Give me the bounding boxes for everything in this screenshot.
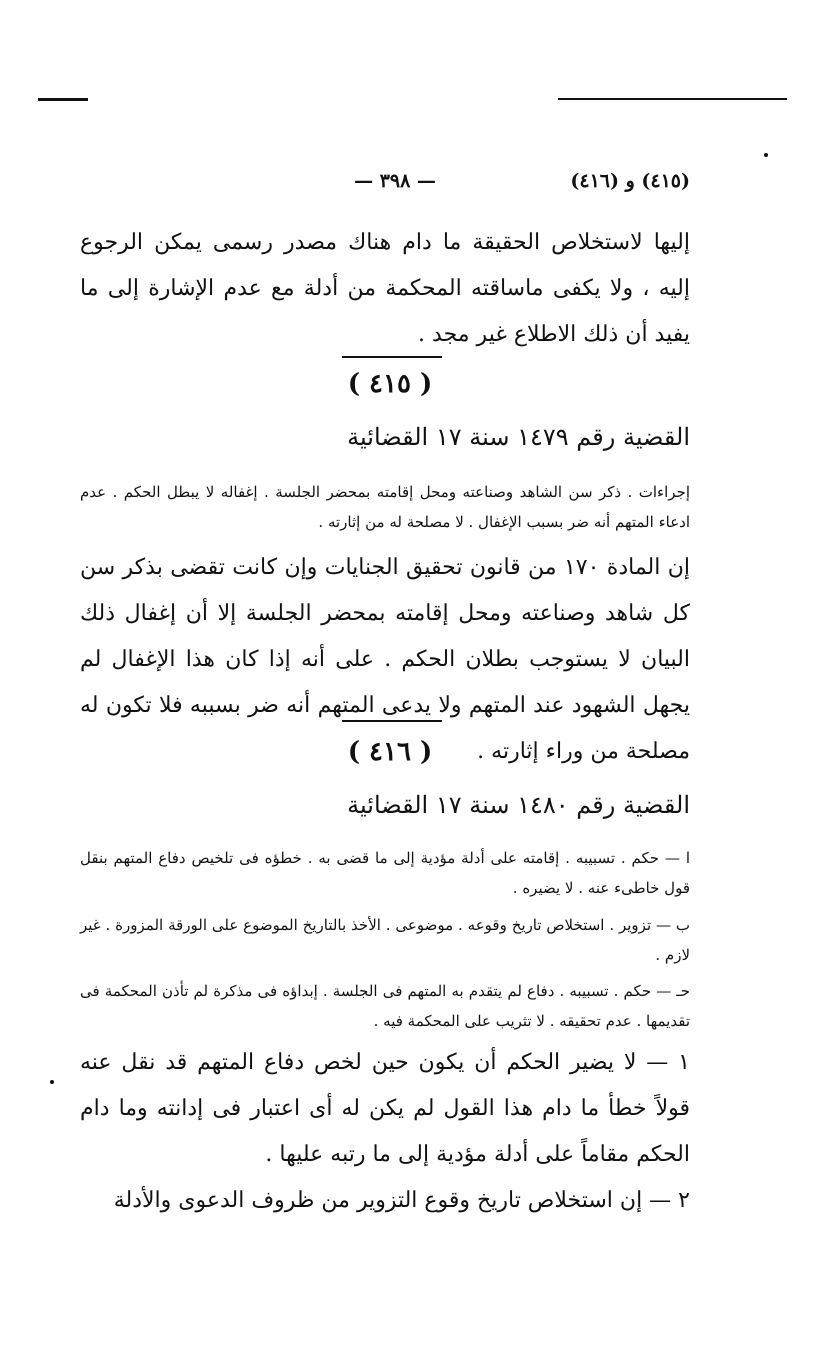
section-number-416: ( ٤١٦ ) xyxy=(347,737,433,767)
section-number-415: ( ٤١٥ ) xyxy=(347,369,433,399)
summary-416-b: ب — تزوير . استخلاص تاريخ وقوعه . موضوعى . الأخذ بالتاريخ الموضوع على الورقة المزورة . غير لازم . xyxy=(80,916,690,964)
body-415: إن المادة ١٧٠ من قانون تحقيق الجنايات وإن كانت تقضى بذكر سن كل شاهد وصناعته ومحل إقامته بمحضر الجلسة إلا أن إغفال ذلك البيان لا يستوجب بطلان الحكم . على أنه إذا كان هذا الإغفال لم يجهل الشهود عند المتهم ولا يدعى المتهم أنه ضر بسببه فلا تكون له مصلحة من وراء إثارته . xyxy=(80,555,690,764)
section-divider xyxy=(342,720,442,722)
summary-416-c: حـ — حكم . تسبيبه . دفاع لم يتقدم به المتهم فى الجلسة . إبداؤه فى مذكرة لم تأذن المحكمة فى تقديمها . عدم تحقيقه . لا تثريب على المحكمة فيه . xyxy=(80,982,690,1030)
case-title-416: القضية رقم ١٤٨٠ سنة ١٧ القضائية xyxy=(347,791,690,819)
case-references: (٤١٥) و (٤١٦) xyxy=(570,170,690,192)
top-rule-right xyxy=(558,98,787,100)
ink-speck xyxy=(764,153,768,157)
case-title-415: القضية رقم ١٤٧٩ سنة ١٧ القضائية xyxy=(347,423,690,451)
section-divider xyxy=(342,356,442,358)
ink-speck xyxy=(50,1080,54,1084)
top-rule-left xyxy=(38,98,88,101)
body-416-item-2: ٢ — إن استخلاص تاريخ وقوع التزوير من ظروف الدعوى والأدلة xyxy=(113,1188,690,1213)
body-416-item-1: ١ — لا يضير الحكم أن يكون حين لخص دفاع المتهم قد نقل عنه قولاً خطأ ما دام هذا القول لم يكن له أى اعتبار فى إدانته وما دام الحكم مقاماً على أدلة مؤدية إلى ما رتبه عليها . xyxy=(80,1050,690,1167)
summary-415: إجراءات . ذكر سن الشاهد وصناعته ومحل إقامته بمحضر الجلسة . إغفاله لا يبطل الحكم . عدم ادعاء المتهم أنه ضر بسبب الإغفال . لا مصلحة له من إثارته . xyxy=(80,483,690,531)
summary-416-a: ا — حكم . تسبيبه . إقامته على أدلة مؤدية إلى ما قضى به . خطؤه فى تلخيص دفاع المتهم بنقل قول خاطىء عنه . لا يضيره . xyxy=(80,849,690,897)
intro-paragraph: إليها لاستخلاص الحقيقة ما دام هناك مصدر رسمى يمكن الرجوع إليه ، ولا يكفى ماساقته المحكمة من أدلة مع عدم الإشارة إلى ما يفيد أن ذلك الاطلاع غير مجد . xyxy=(80,230,690,347)
page-number: — ٣٩٨ — xyxy=(354,170,436,192)
